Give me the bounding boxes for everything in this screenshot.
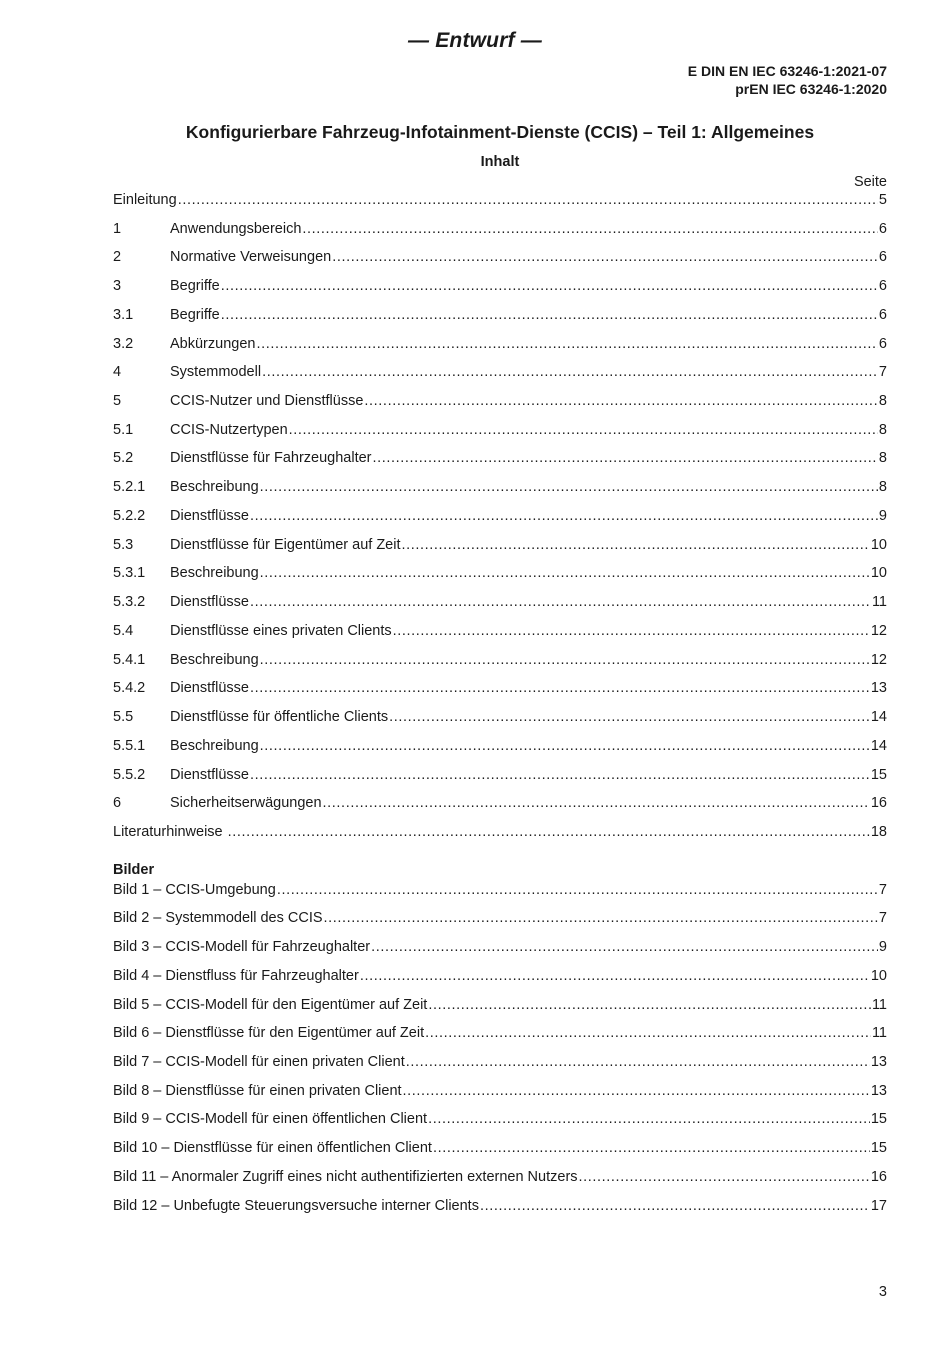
figure-entry-text: Bild 2 – Systemmodell des CCIS (113, 910, 323, 926)
toc-entry-text: Anwendungsbereich (170, 221, 302, 237)
figure-entry[interactable] (113, 1025, 887, 1045)
toc-leader (256, 336, 877, 352)
figure-entry[interactable] (113, 910, 887, 930)
toc-entry-number: 5.5.1 (113, 738, 146, 754)
figure-entry-page: 16 (870, 1169, 887, 1185)
toc-entry-text: Literaturhinweise (113, 824, 227, 840)
toc-entry-number: 5.4 (113, 623, 134, 639)
toc-entry-number: 3.2 (113, 336, 134, 352)
toc-entry[interactable] (113, 221, 887, 241)
figure-entry-text: Bild 10 – Dienstflüsse für einen öffentlichen Client (113, 1140, 432, 1156)
toc-entry[interactable] (113, 249, 887, 269)
toc-entry-number: 4 (113, 364, 122, 380)
figure-entry-page: 15 (870, 1140, 887, 1156)
toc-leader (250, 594, 871, 610)
toc-entry[interactable] (113, 450, 887, 470)
toc-entry-page: 11 (871, 594, 887, 610)
toc-entry[interactable] (113, 652, 887, 672)
toc-leader (371, 939, 878, 955)
toc-entry[interactable] (113, 537, 887, 557)
toc-entry-text: Dienstflüsse (170, 680, 249, 696)
toc-entry-text: Systemmodell (170, 364, 262, 380)
figure-entry-text: Bild 12 – Unbefugte Steuerungsversuche interner Clients (113, 1198, 479, 1214)
toc-entry-page: 10 (870, 565, 887, 581)
toc-leader (302, 221, 878, 237)
toc-entry-page: 10 (870, 537, 887, 553)
figure-entry[interactable] (113, 1140, 887, 1160)
toc-entry-page: 13 (870, 680, 887, 696)
toc-leader (289, 422, 878, 438)
figure-entry[interactable] (113, 968, 887, 988)
toc-entry-text: Sicherheitserwägungen (170, 795, 322, 811)
doc-number-din: E DIN EN IEC 63246-1:2021-07 (687, 63, 887, 79)
toc-leader (403, 1083, 870, 1099)
toc-entry-text: Beschreibung (170, 479, 259, 495)
figure-entry[interactable] (113, 1083, 887, 1103)
document-title: Konfigurierbare Fahrzeug-Infotainment-Dienste (CCIS) – Teil 1: Allgemeines (185, 122, 815, 142)
toc-leader (428, 997, 871, 1013)
toc-leader (277, 882, 878, 898)
toc-entry-page: 6 (878, 249, 887, 265)
figures-heading: Bilder (113, 862, 155, 878)
figure-entry-text: Bild 11 – Anormaler Zugriff eines nicht authentifizierten externen Nutzers (113, 1169, 578, 1185)
toc-entry-number: 5 (113, 393, 122, 409)
toc-entry[interactable] (113, 623, 887, 643)
figure-entry-page: 10 (870, 968, 887, 984)
figure-entry[interactable] (113, 1198, 887, 1218)
toc-entry-number: 5.2.2 (113, 508, 146, 524)
figure-entry[interactable] (113, 1054, 887, 1074)
figure-entry-page: 11 (871, 1025, 887, 1041)
doc-number-pren: prEN IEC 63246-1:2020 (735, 81, 887, 97)
toc-entry-number: 5.4.2 (113, 680, 146, 696)
document-numbers (688, 62, 887, 98)
toc-entry[interactable] (113, 393, 887, 413)
toc-entry-text: Dienstflüsse (170, 767, 249, 783)
toc-entry-number: 5.2.1 (113, 479, 146, 495)
toc-entry-page: 16 (870, 795, 887, 811)
toc-leader (250, 767, 870, 783)
toc-entry-page: 14 (870, 738, 887, 754)
toc-entry-text: CCIS-Nutzertypen (170, 422, 288, 438)
toc-leader (579, 1169, 870, 1185)
toc-entry-number: 6 (113, 795, 122, 811)
toc-leader (406, 1054, 870, 1070)
toc-entry-text: Abkürzungen (170, 336, 256, 352)
toc-entry-number: 5.5.2 (113, 767, 146, 783)
toc-entry[interactable] (113, 336, 887, 356)
toc-entry[interactable] (113, 709, 887, 729)
figure-entry-page: 7 (878, 910, 887, 926)
toc-leader (324, 910, 878, 926)
figure-entry-page: 7 (878, 882, 887, 898)
toc-entry-text: Beschreibung (170, 738, 259, 754)
toc-leader (433, 1140, 870, 1156)
figure-entry-page: 13 (870, 1054, 887, 1070)
figure-entry[interactable] (113, 1169, 887, 1189)
toc-entry-text: Dienstflüsse (170, 594, 249, 610)
toc-entry[interactable] (113, 767, 887, 787)
page-number: 3 (878, 1284, 887, 1300)
figure-entry-page: 13 (870, 1083, 887, 1099)
toc-entry-page: 6 (878, 221, 887, 237)
toc-entry-number: 5.3 (113, 537, 134, 553)
toc-entry-number: 5.5 (113, 709, 134, 725)
toc-leader (480, 1198, 870, 1214)
toc-entry[interactable] (113, 565, 887, 585)
toc-entry-page: 12 (870, 652, 887, 668)
toc-leader (402, 537, 870, 553)
toc-entry-text: CCIS-Nutzer und Dienstflüsse (170, 393, 364, 409)
figure-entry-page: 9 (878, 939, 887, 955)
toc-leader (323, 795, 870, 811)
toc-entry-text: Dienstflüsse (170, 508, 249, 524)
toc-entry-text: Beschreibung (170, 652, 259, 668)
figure-entry-text: Bild 3 – CCIS-Modell für Fahrzeughalter (113, 939, 371, 955)
toc-entry[interactable] (113, 795, 887, 815)
toc-entry-page: 18 (870, 824, 887, 840)
toc-entry-text: Dienstflüsse eines privaten Clients (170, 623, 392, 639)
toc-leader (178, 192, 878, 208)
toc-entry-number: 1 (113, 221, 122, 237)
figure-entry-text: Bild 1 – CCIS-Umgebung (113, 882, 276, 898)
toc-entry-number: 5.1 (113, 422, 134, 438)
toc-leader (221, 307, 878, 323)
toc-entry-text: Begriffe (170, 278, 220, 294)
figure-entry[interactable] (113, 939, 887, 959)
toc-entry-page: 12 (870, 623, 887, 639)
toc-leader (389, 709, 870, 725)
toc-entry-number: 5.3.1 (113, 565, 146, 581)
toc-entry-page: 7 (878, 364, 887, 380)
toc-entry[interactable] (113, 278, 887, 298)
toc-entry-page: 8 (878, 450, 887, 466)
figure-entry-text: Bild 4 – Dienstfluss für Fahrzeughalter (113, 968, 359, 984)
toc-leader (364, 393, 878, 409)
figure-entry[interactable] (113, 1111, 887, 1131)
toc-leader (250, 508, 878, 524)
toc-entry-page: 5 (878, 192, 887, 208)
figure-entry-text: Bild 8 – Dienstflüsse für einen privaten Client (113, 1083, 402, 1099)
figure-entry-text: Bild 7 – CCIS-Modell für einen privaten Client (113, 1054, 405, 1070)
toc-leader (260, 652, 870, 668)
toc-leader (373, 450, 878, 466)
toc-entry-page: 8 (878, 479, 887, 495)
draft-label: — Entwurf — (407, 29, 543, 52)
toc-entry-page: 8 (878, 422, 887, 438)
toc-entry-page: 6 (878, 336, 887, 352)
toc-leader (360, 968, 870, 984)
toc-leader (250, 680, 870, 696)
figure-entry[interactable] (113, 882, 887, 902)
page-column-label: Seite (853, 174, 887, 190)
toc-entry-page: 15 (870, 767, 887, 783)
toc-entry-number: 5.2 (113, 450, 134, 466)
toc-entry[interactable] (113, 508, 887, 528)
toc-entry-text: Beschreibung (170, 565, 259, 581)
figure-entry-page: 17 (870, 1198, 887, 1214)
figure-entry-page: 15 (870, 1111, 887, 1127)
toc-entry[interactable] (113, 422, 887, 442)
toc-leader (428, 1111, 870, 1127)
toc-leader (332, 249, 878, 265)
figure-entry-text: Bild 6 – Dienstflüsse für den Eigentümer auf Zeit (113, 1025, 425, 1041)
toc-entry[interactable] (113, 479, 887, 499)
toc-leader (393, 623, 870, 639)
toc-entry[interactable] (113, 680, 887, 700)
toc-entry-page: 8 (878, 393, 887, 409)
toc-entry[interactable] (113, 307, 887, 327)
toc-leader (260, 738, 870, 754)
toc-entry-number: 2 (113, 249, 122, 265)
figure-entry-page: 11 (871, 997, 887, 1013)
toc-entry-page: 6 (878, 307, 887, 323)
figure-entry-text: Bild 5 – CCIS-Modell für den Eigentümer auf Zeit (113, 997, 428, 1013)
figure-entry[interactable] (113, 997, 887, 1017)
toc-leader (425, 1025, 871, 1041)
toc-entry-number: 3.1 (113, 307, 134, 323)
toc-entry-text: Dienstflüsse für öffentliche Clients (170, 709, 389, 725)
toc-entry-text: Einleitung (113, 192, 177, 208)
toc-leader (221, 278, 878, 294)
toc-entry-text: Begriffe (170, 307, 220, 323)
toc-entry-page: 9 (878, 508, 887, 524)
toc-entry-page: 14 (870, 709, 887, 725)
toc-leader (228, 824, 870, 840)
contents-heading: Inhalt (480, 154, 520, 170)
toc-entry[interactable] (113, 364, 887, 384)
toc-entry-text: Normative Verweisungen (170, 249, 332, 265)
toc-entry[interactable] (113, 824, 887, 844)
toc-leader (260, 565, 870, 581)
toc-entry[interactable] (113, 192, 887, 212)
toc-entry[interactable] (113, 594, 887, 614)
toc-leader (260, 479, 878, 495)
toc-entry[interactable] (113, 738, 887, 758)
figure-entry-text: Bild 9 – CCIS-Modell für einen öffentlichen Client (113, 1111, 428, 1127)
toc-entry-number: 5.3.2 (113, 594, 146, 610)
toc-entry-text: Dienstflüsse für Eigentümer auf Zeit (170, 537, 401, 553)
toc-leader (262, 364, 878, 380)
toc-entry-number: 3 (113, 278, 122, 294)
toc-entry-text: Dienstflüsse für Fahrzeughalter (170, 450, 372, 466)
toc-entry-page: 6 (878, 278, 887, 294)
toc-entry-number: 5.4.1 (113, 652, 146, 668)
